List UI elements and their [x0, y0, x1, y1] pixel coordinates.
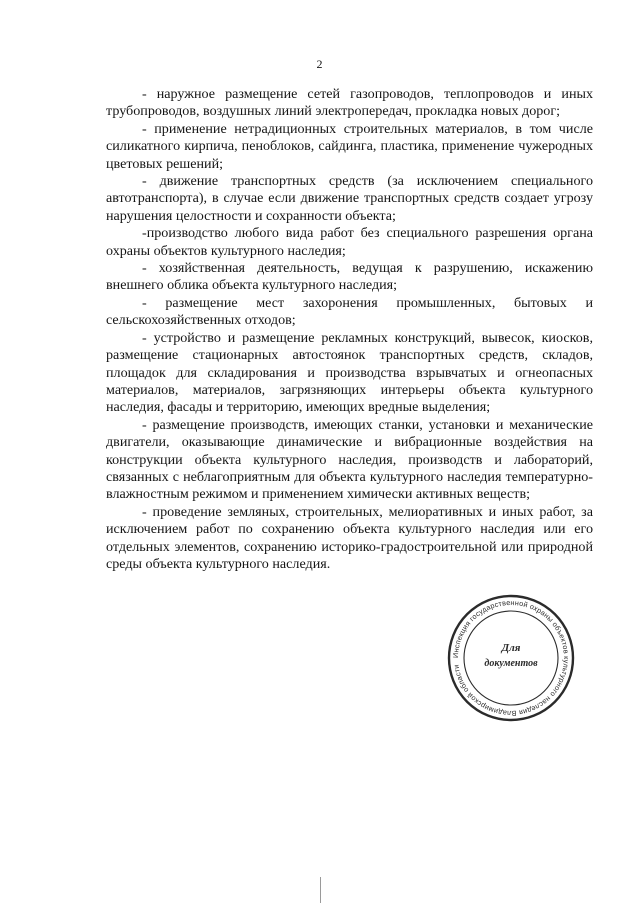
- paragraph-2: - применение нетрадиционных строительных материалов, в том числе силикатного кирпича, пеноблоков, сайдинга, пластика, применение чужеродных цветовых решений;: [106, 120, 593, 172]
- page-number: 2: [316, 57, 323, 71]
- paragraph-6: - размещение мест захоронения промышленных, бытовых и сельскохозяйственных отходов;: [106, 294, 593, 329]
- paragraph-9: - проведение земляных, строительных, мелиоративных и иных работ, за исключением работ по сохранению объекта культурного наследия или его отдельных элементов, сохранению историко-градостроительной или природной среды объекта культурного наследия.: [106, 503, 593, 572]
- document-body: [106, 86, 593, 573]
- paragraph-5: - хозяйственная деятельность, ведущая к разрушению, искажению внешнего облика объекта культурного наследия;: [106, 260, 593, 294]
- fold-mark: [320, 877, 321, 903]
- paragraph-1: - наружное размещение сетей газопроводов, теплопроводов и иных трубопроводов, воздушных линий электропередач, прокладка новых дорог;: [106, 86, 593, 120]
- stamp-ring-text: Инспекция государственной охраны объектов культурного наследия Владимирской области: [450, 597, 572, 719]
- stamp-center-line-1: Для: [501, 642, 521, 654]
- paragraph-7: - устройство и размещение рекламных конструкций, вывесок, киосков, размещение стационарных автостоянок транспортных средств, складов, площадок для складирования и производства взрывчатых и огнеопасных материалов, материалов, загрязняющих интерьеры объекта культурного наследия, фасады и территорию, имеющих вредные выделения;: [106, 329, 593, 416]
- paragraph-8: - размещение производств, имеющих станки, установки и механические двигатели, оказывающие динамические и вибрационные воздействия на конструкции объекта культурного наследия, производств и лабораторий, связанных с неблагоприятным для объекта культурного наследия температурно-влажностным режимом и применением химически активных веществ;: [106, 416, 593, 503]
- stamp-center-line-2: документов: [484, 658, 538, 669]
- paragraph-4: -производство любого вида работ без специального разрешения органа охраны объектов культурного наследия;: [106, 225, 593, 259]
- paragraph-3: - движение транспортных средств (за исключением специального автотранспорта), в случае если движение транспортных средств создает угрозу нарушения целостности и сохранности объекта;: [106, 173, 593, 224]
- official-stamp: [446, 593, 576, 723]
